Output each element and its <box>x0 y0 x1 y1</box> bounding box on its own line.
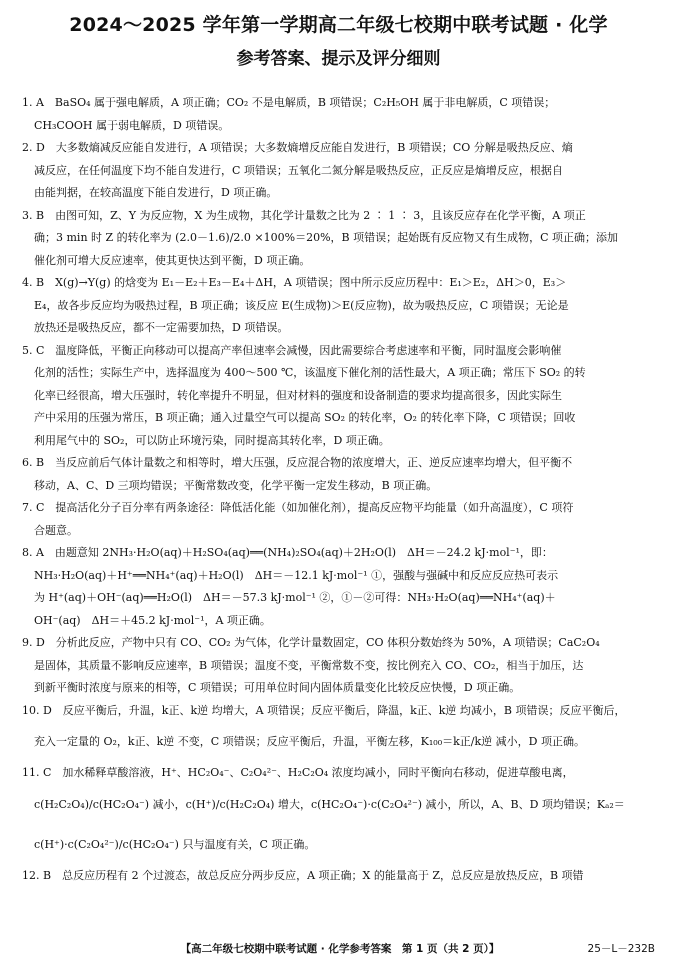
answer-line: c(H₂C₂O₄)/c(HC₂O₄⁻) 减小，c(H⁺)/c(H₂C₂O₄) 增大，c(HC₂O₄⁻)·c(C₂O₄²⁻) 减小，所以，A、B、D 项均错误；Kₐ₂＝ <box>34 797 625 811</box>
document-title: 2024～2025 学年第一学期高二年级七校期中联考试题 · 化学 <box>69 14 608 36</box>
answer-item <box>22 340 660 453</box>
answer-line: 11. C 加水稀释草酸溶液，H⁺、HC₂O₄⁻、C₂O₄²⁻、H₂C₂O₄ 浓度均减小，同时平衡向右移动，促进草酸电离， <box>22 766 574 779</box>
answer-item <box>22 137 660 205</box>
answer-line: 催化剂可增大反应速率，使其更快达到平衡，D 项正确。 <box>34 253 311 267</box>
answer-line: 由能判据，在较高温度下能自发进行，D 项正确。 <box>34 186 278 199</box>
answer-line: 1. A BaSO₄ 属于强电解质，A 项正确；CO₂ 不是电解质，B 项错误；C₂H₅OH 属于非电解质，C 项错误； <box>22 96 556 109</box>
answer-line: OH⁻(aq) ΔH＝＋45.2 kJ·mol⁻¹，A 项正确。 <box>34 613 271 627</box>
answer-line: 化剂的活性；实际生产中，选择温度为 400～500 ℃，该温度下催化剂的活性最大，A 项正确；常压下 SO₂ 的转 <box>34 366 586 379</box>
answer-line: 移动，A、C、D 三项均错误；平衡常数改变，化学平衡一定发生移动，B 项正确。 <box>34 478 438 492</box>
answer-line: 产中采用的压强为常压，B 项正确；通入过量空气可以提高 SO₂ 的转化率，O₂ 的转化率下降，C 项错误；回收 <box>34 411 576 424</box>
answer-line: 合题意。 <box>34 523 78 537</box>
answer-line: 充入一定量的 O₂，k正、k逆 不变，C 项错误；反应平衡后，升温，平衡左移，K₁₀₀＝k正/k逆 减小，D 项正确。 <box>34 735 585 748</box>
answer-line: 确；3 min 时 Z 的转化率为 (2.0－1.6)/2.0 ×100%＝20%，B 项错误；起始既有反应物又有生成物，C 项正确；添加 <box>34 231 619 244</box>
footer-page-info: 【高二年级七校期中联考试题 · 化学参考答案 第 1 页（共 2 页）】 <box>180 943 500 955</box>
answer-line: E₄，故各步反应均为吸热过程，B 项正确；该反应 E(生成物)＞E(反应物)，故为吸热反应，C 项错误；无论是 <box>34 298 569 312</box>
answer-item <box>22 700 660 763</box>
answer-line: NH₃·H₂O(aq)＋H⁺══NH₄⁺(aq)＋H₂O(l) ΔH＝－12.1 kJ·mol⁻¹ ①，强酸与强碱中和反应反应热可表示 <box>34 568 559 582</box>
answer-line: 化率已经很高，增大压强时，转化率提升不明显，但对材料的强度和设备制造的要求均提高很多，因此实际生 <box>34 388 562 402</box>
answer-line: 2. D 大多数熵减反应能自发进行，A 项错误；大多数熵增反应能自发进行，B 项错误；CO 分解是吸热反应、熵 <box>22 141 573 154</box>
answer-line: 到新平衡时浓度与原来的相等，C 项错误；可用单位时间内固体质量变化比较反应快慢，D 项正确。 <box>34 681 521 694</box>
answer-item <box>22 865 660 888</box>
footer-code: 25－L－232B <box>587 943 655 955</box>
answer-line: 7. C 提高活化分子百分率有两条途径：降低活化能（如加催化剂），提高反应物平均能量（如升高温度），C 项符 <box>22 501 574 514</box>
answer-line: 9. D 分析此反应，产物中只有 CO、CO₂ 为气体，化学计量数固定，CO 体积分数始终为 50%，A 项错误；CaC₂O₄ <box>22 636 600 649</box>
answer-line: 12. B 总反应历程有 2 个过渡态，故总反应分两步反应，A 项正确；X 的能量高于 Z，总反应是放热反应，B 项错 <box>22 868 584 882</box>
answer-line: 10. D 反应平衡后，升温，k正、k逆 均增大，A 项错误；反应平衡后，降温，k正、k逆 均减小，B 项错误；反应平衡后， <box>22 703 626 717</box>
answer-line: 放热还是吸热反应，都不一定需要加热，D 项错误。 <box>34 321 289 334</box>
answer-line: 为 H⁺(aq)＋OH⁻(aq)══H₂O(l) ΔH＝－57.3 kJ·mol⁻¹ ②，①－②可得：NH₃·H₂O(aq)══NH₄⁺(aq)＋ <box>34 591 556 604</box>
document-subtitle: 参考答案、提示及评分细则 <box>236 49 441 69</box>
answer-item <box>22 92 660 137</box>
answer-line: 6. B 当反应前后气体计量数之和相等时，增大压强，反应混合物的浓度增大，正、逆反应速率均增大，但平衡不 <box>22 456 573 469</box>
answer-line: 4. B X(g)→Y(g) 的焓变为 E₁－E₂＋E₃－E₄＋ΔH，A 项错误；图中所示反应历程中：E₁＞E₂，ΔH＞0，E₃＞ <box>22 276 567 289</box>
answer-line: 3. B 由图可知，Z、Y 为反应物，X 为生成物，其化学计量数之比为 2 ∶ 1 ∶ 3，且该反应存在化学平衡，A 项正 <box>22 208 586 222</box>
answer-list <box>22 92 660 887</box>
answer-item <box>22 452 660 497</box>
answer-line: 是固体，其质量不影响反应速率，B 项错误；温度不变，平衡常数不变，按比例充入 CO、CO₂，相当于加压，达 <box>34 658 584 672</box>
answer-line: 利用尾气中的 SO₂，可以防止环境污染，同时提高其转化率，D 项正确。 <box>34 433 390 447</box>
answer-line: c(H⁺)·c(C₂O₄²⁻)/c(HC₂O₄⁻) 只与温度有关，C 项正确。 <box>34 837 316 851</box>
answer-item <box>22 497 660 542</box>
answer-item <box>22 762 660 865</box>
answer-line: 5. C 温度降低，平衡正向移动可以提高产率但速率会减慢，因此需要综合考虑速率和平衡，同时温度会影响催 <box>22 343 562 357</box>
answer-item <box>22 205 660 273</box>
answer-line: 减反应，在任何温度下均不能自发进行，C 项错误；五氧化二氮分解是吸热反应，正反应是熵增反应，根据自 <box>34 163 563 177</box>
answer-item <box>22 272 660 340</box>
answer-line: 8. A 由题意知 2NH₃·H₂O(aq)＋H₂SO₄(aq)══(NH₄)₂SO₄(aq)＋2H₂O(l) ΔH＝－24.2 kJ·mol⁻¹，即： <box>22 546 553 559</box>
answer-item <box>22 542 660 632</box>
answer-line: CH₃COOH 属于弱电解质，D 项错误。 <box>34 118 230 132</box>
answer-item <box>22 632 660 700</box>
